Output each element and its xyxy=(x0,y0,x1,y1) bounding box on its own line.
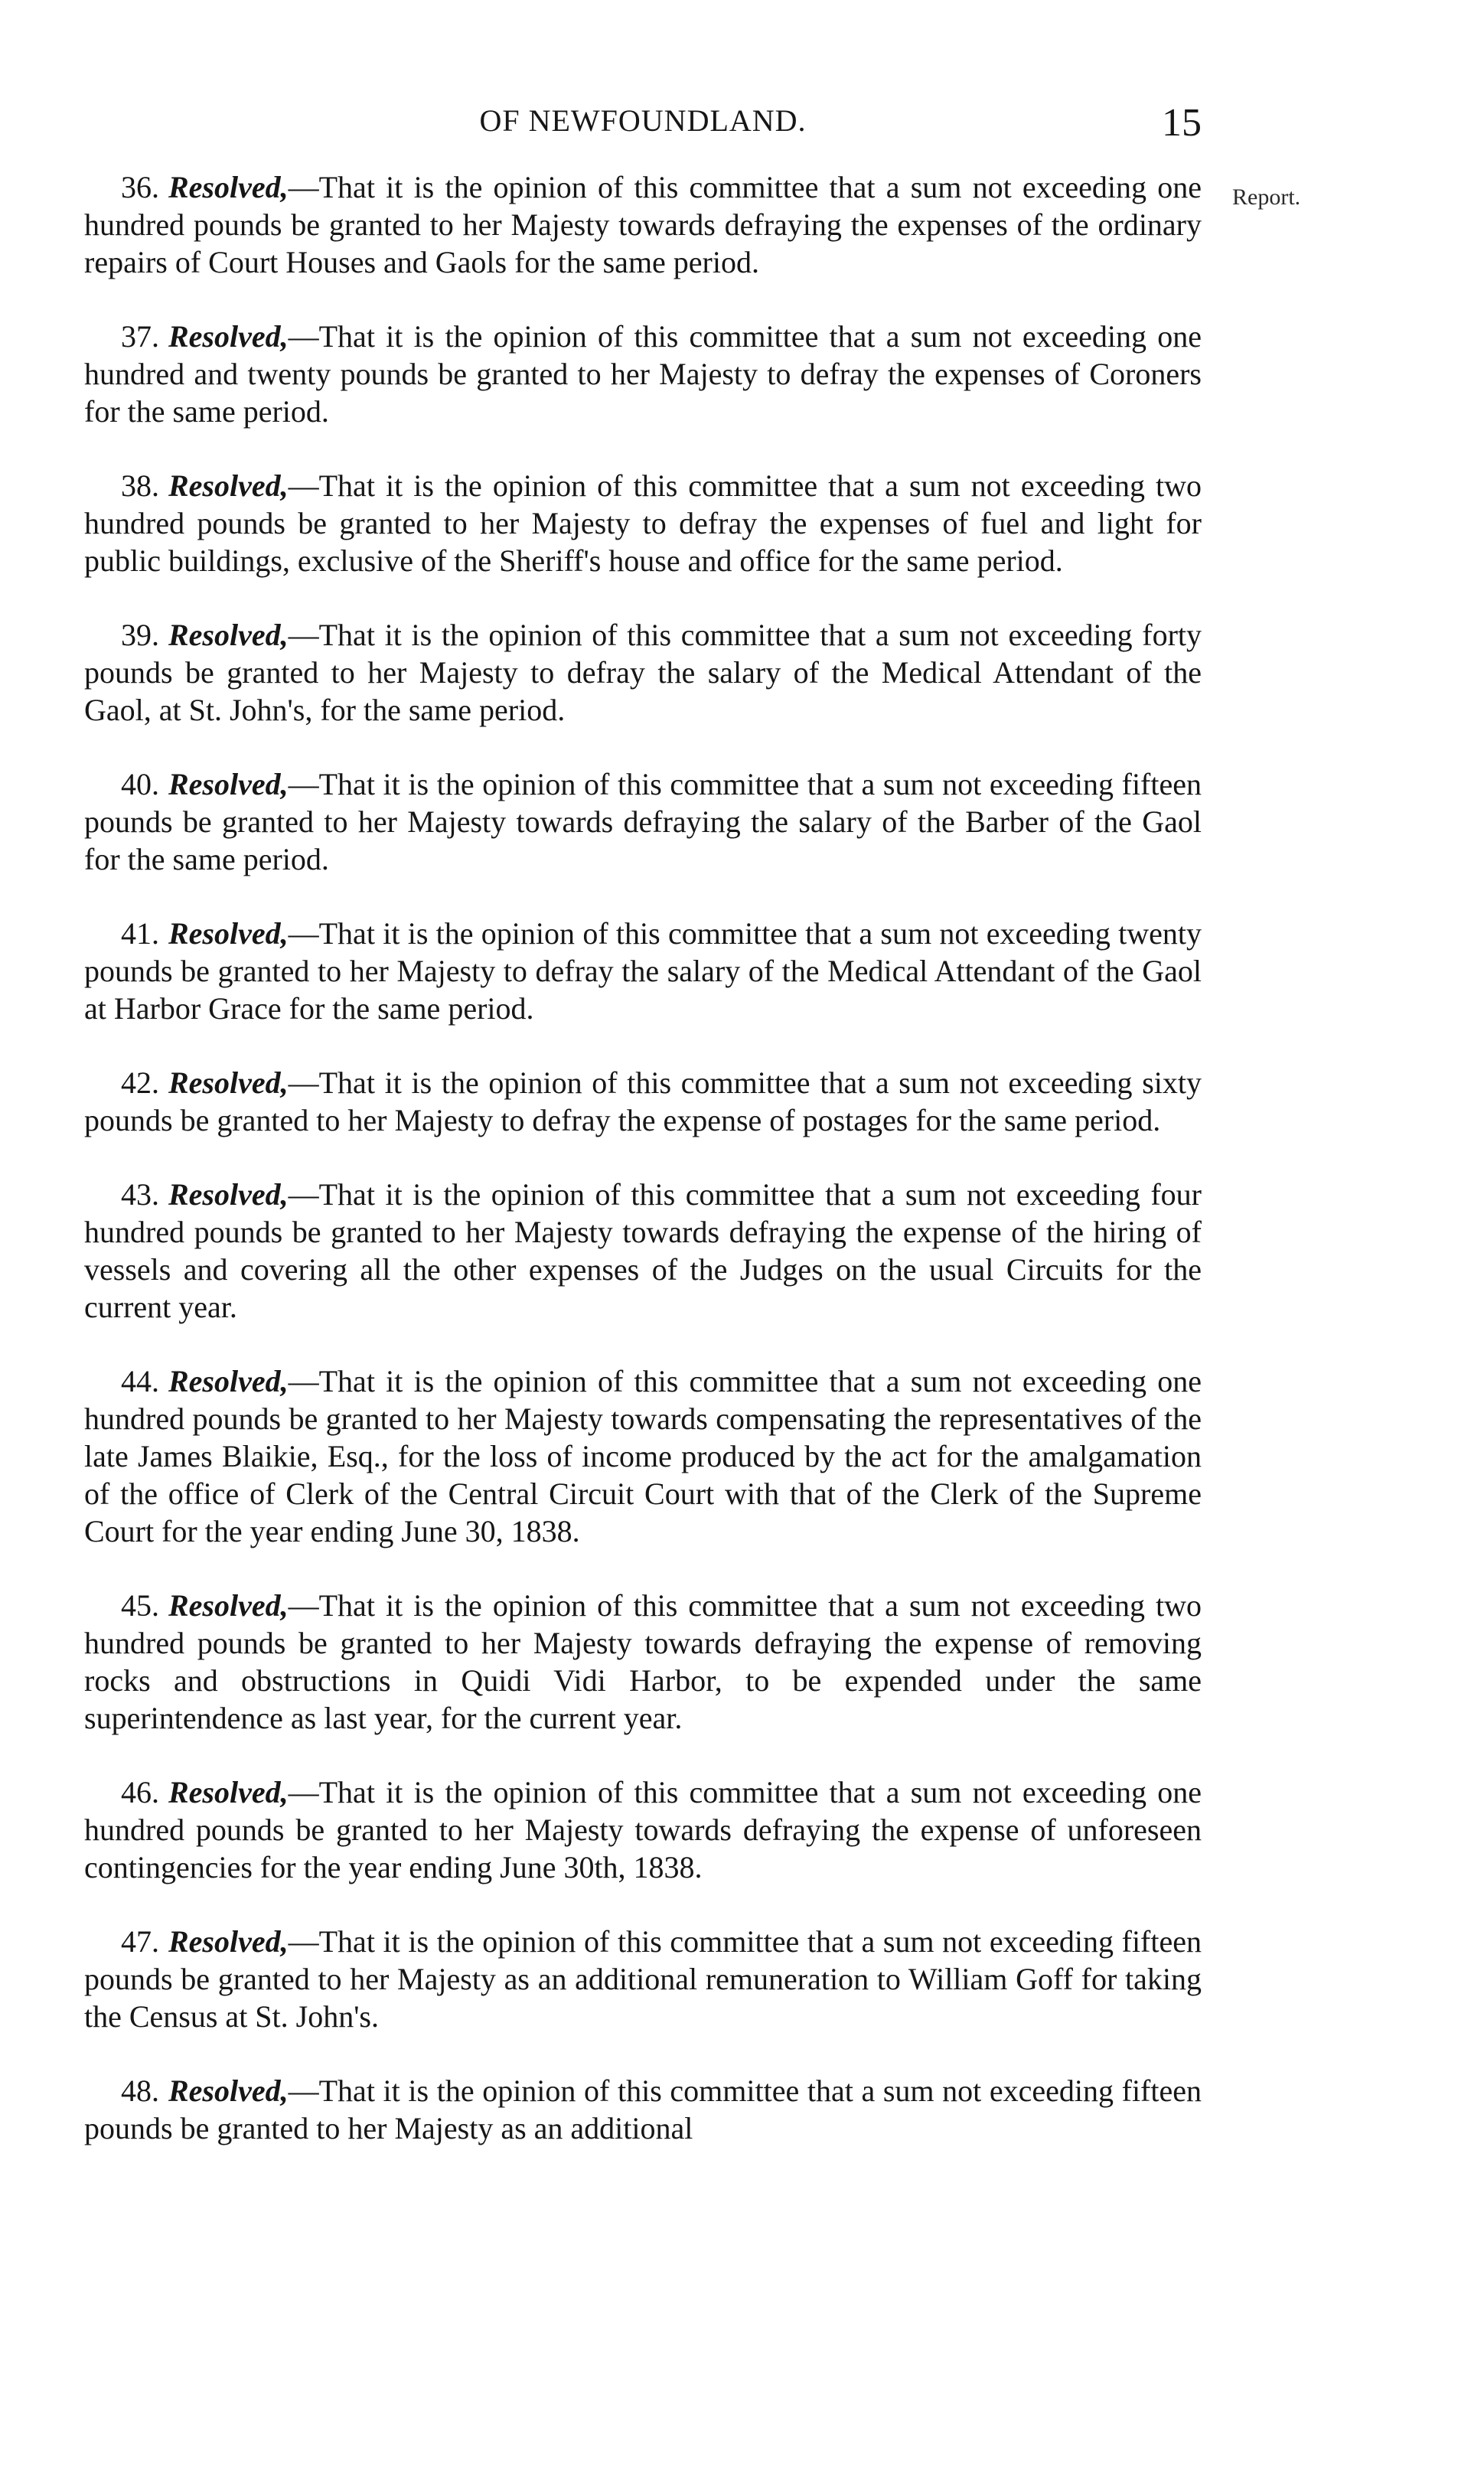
resolution-paragraph xyxy=(84,2072,1202,2147)
resolution-text: —That it is the opinion of this committee that a sum not exceeding sixty pounds be granted to her Majesty to defray the expense of postages for the same period. xyxy=(84,1065,1202,1137)
resolution-keyword: Resolved, xyxy=(168,468,289,503)
resolution-text: —That it is the opinion of this committee that a sum not exceeding four hundred pounds be granted to her Majesty towards defraying the expense of the hiring of vessels and covering all the other expenses of the Judges on the usual Circuits for the current year. xyxy=(84,1177,1202,1324)
resolution-paragraph xyxy=(84,1176,1202,1326)
resolution-text: —That it is the opinion of this committee that a sum not exceeding fifteen pounds be granted to her Majesty towards defraying the salary of the Barber of the Gaol for the same period. xyxy=(84,767,1202,876)
resolution-text: —That it is the opinion of this committee that a sum not exceeding two hundred pounds be granted to her Majesty to defray the expenses of fuel and light for public buildings, exclusive of the Sheriff's house and office for the same period. xyxy=(84,468,1202,578)
resolution-keyword: Resolved, xyxy=(168,319,289,354)
resolution-number: 41. xyxy=(121,916,159,951)
resolution-keyword: Resolved, xyxy=(168,1364,289,1398)
margin-note: Report. xyxy=(1232,184,1301,210)
resolution-paragraph xyxy=(84,915,1202,1027)
resolution-number: 43. xyxy=(121,1177,159,1212)
resolution-text: —That it is the opinion of this committee that a sum not exceeding two hundred pounds be granted to her Majesty towards defraying the expense of removing rocks and obstructions in Quidi Vidi Harbor, to be expended under the same superintendence as last year, for the current year. xyxy=(84,1588,1202,1735)
body-text xyxy=(84,168,1202,2184)
resolution-paragraph xyxy=(84,168,1202,281)
resolution-number: 47. xyxy=(121,1924,159,1959)
resolution-text: —That it is the opinion of this committee that a sum not exceeding forty pounds be granted to her Majesty to defray the salary of the Medical Attendant of the Gaol, at St. John's, for the same period. xyxy=(84,618,1202,727)
resolution-keyword: Resolved, xyxy=(168,2074,289,2108)
resolution-paragraph xyxy=(84,1362,1202,1550)
page-number: 15 xyxy=(1162,101,1202,145)
resolution-paragraph xyxy=(84,1773,1202,1886)
resolution-keyword: Resolved, xyxy=(168,767,289,801)
resolution-keyword: Resolved, xyxy=(168,1924,289,1959)
resolution-number: 39. xyxy=(121,618,159,652)
resolution-paragraph xyxy=(84,1923,1202,2035)
resolution-number: 45. xyxy=(121,1588,159,1623)
resolution-keyword: Resolved, xyxy=(168,1775,289,1809)
resolution-text: —That it is the opinion of this committee that a sum not exceeding twenty pounds be granted to her Majesty to defray the salary of the Medical Attendant of the Gaol at Harbor Grace for the same period. xyxy=(84,916,1202,1026)
resolution-number: 42. xyxy=(121,1065,159,1100)
resolution-keyword: Resolved, xyxy=(168,170,289,204)
resolution-keyword: Resolved, xyxy=(168,916,289,951)
resolution-keyword: Resolved, xyxy=(168,1588,289,1623)
resolution-keyword: Resolved, xyxy=(168,1065,289,1100)
resolution-keyword: Resolved, xyxy=(168,618,289,652)
resolution-text: —That it is the opinion of this committee that a sum not exceeding one hundred pounds be granted to her Majesty towards defraying the expenses of the ordinary repairs of Court Houses and Gaols for the same period. xyxy=(84,170,1202,279)
resolution-text: —That it is the opinion of this committee that a sum not exceeding one hundred pounds be granted to her Majesty towards compensating the representatives of the late James Blaikie, Esq., for the loss of income produced by the act for the amalgamation of the office of Clerk of the Central Circuit Court with that of the Clerk of the Supreme Court for the year ending June 30, 1838. xyxy=(84,1364,1202,1548)
resolution-paragraph xyxy=(84,467,1202,579)
resolution-paragraph xyxy=(84,765,1202,878)
resolution-number: 40. xyxy=(121,767,159,801)
resolution-paragraph xyxy=(84,1587,1202,1737)
resolution-number: 36. xyxy=(121,170,159,204)
resolution-text: —That it is the opinion of this committee that a sum not exceeding fifteen pounds be granted to her Majesty as an additional remuneration to William Goff for taking the Census at St. John's. xyxy=(84,1924,1202,2034)
resolution-text: —That it is the opinion of this committee that a sum not exceeding one hundred pounds be granted to her Majesty towards defraying the expense of unforeseen contingencies for the year ending June 30th, 1838. xyxy=(84,1775,1202,1884)
resolution-number: 46. xyxy=(121,1775,159,1809)
resolution-text: —That it is the opinion of this committee that a sum not exceeding fifteen pounds be granted to her Majesty as an additional xyxy=(84,2074,1202,2145)
resolution-paragraph xyxy=(84,1064,1202,1139)
resolution-text: —That it is the opinion of this committee that a sum not exceeding one hundred and twenty pounds be granted to her Majesty to defray the expenses of Coroners for the same period. xyxy=(84,319,1202,429)
resolution-number: 38. xyxy=(121,468,159,503)
resolution-keyword: Resolved, xyxy=(168,1177,289,1212)
resolution-paragraph xyxy=(84,318,1202,430)
resolution-number: 37. xyxy=(121,319,159,354)
running-title: OF NEWFOUNDLAND. xyxy=(479,103,807,138)
resolution-number: 48. xyxy=(121,2074,159,2108)
resolution-paragraph xyxy=(84,616,1202,729)
running-head xyxy=(84,90,1202,152)
resolution-number: 44. xyxy=(121,1364,159,1398)
